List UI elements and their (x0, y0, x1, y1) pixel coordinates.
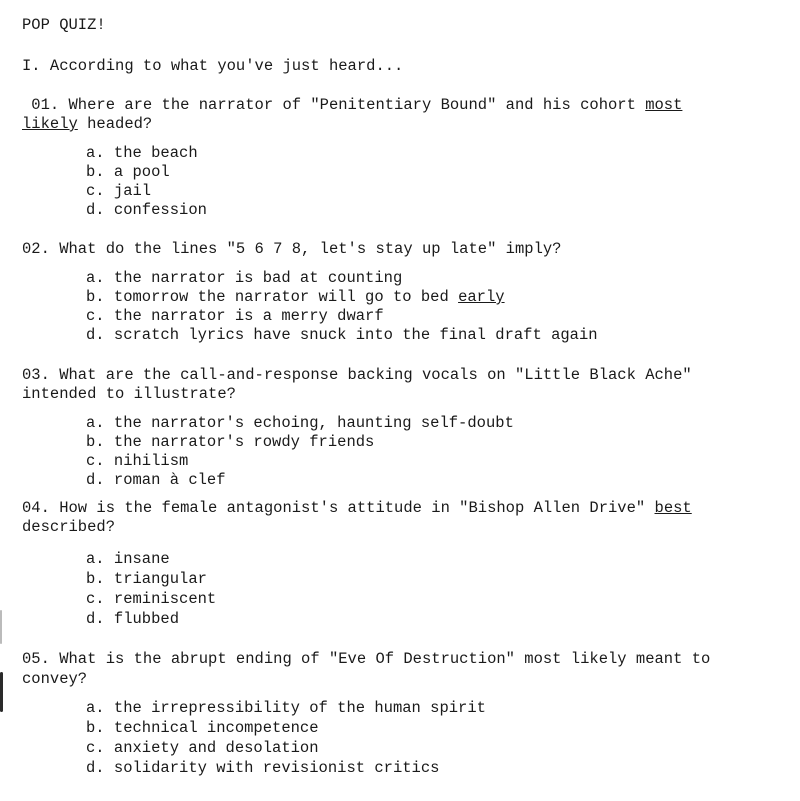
option-d: d. scratch lyrics have snuck into the final draft again (86, 326, 598, 344)
option-d: d. roman à clef (86, 471, 226, 489)
question-03 (22, 366, 772, 404)
option-a: a. the narrator is bad at counting (86, 269, 403, 287)
option-b (86, 288, 598, 307)
option-c: c. nihilism (86, 452, 189, 470)
scan-edge-mark (0, 672, 3, 712)
question-05 (22, 649, 772, 689)
question-01-emphasis-likely: likely (22, 115, 78, 133)
question-03-options (86, 414, 514, 490)
question-01-emphasis-most: most (645, 96, 683, 114)
question-03-line1: 03. What are the call-and-response backing vocals on "Little Black Ache" (22, 366, 692, 384)
option-a: a. the irrepressibility of the human spirit (86, 699, 486, 717)
question-01-text: 01. Where are the narrator of "Penitentiary Bound" and his cohort (22, 96, 646, 114)
option-d: d. solidarity with revisionist critics (86, 759, 440, 777)
question-03-line2: intended to illustrate? (22, 385, 236, 403)
option-d: d. confession (86, 201, 207, 219)
question-04-line2: described? (22, 518, 116, 536)
option-b-emphasis: early (458, 288, 505, 306)
section-heading: I. According to what you've just heard... (22, 57, 404, 75)
question-04-emphasis: best (654, 499, 692, 517)
option-b-text: b. tomorrow the narrator will go to bed (86, 288, 459, 306)
question-01-options (86, 144, 207, 220)
option-b: b. a pool (86, 163, 170, 181)
option-c: c. reminiscent (86, 590, 217, 608)
option-c: c. anxiety and desolation (86, 739, 319, 757)
option-d: d. flubbed (86, 610, 180, 628)
option-a: a. the beach (86, 144, 198, 162)
question-05-options (86, 698, 486, 778)
option-a: a. the narrator's echoing, haunting self-doubt (86, 414, 514, 432)
question-02-options (86, 269, 598, 345)
question-05-line2: convey? (22, 670, 88, 688)
quiz-title: POP QUIZ! (22, 16, 106, 34)
question-04-options (86, 549, 216, 629)
option-b: b. the narrator's rowdy friends (86, 433, 375, 451)
question-02 (22, 240, 772, 259)
option-b: b. triangular (86, 570, 207, 588)
scan-edge-mark (0, 610, 2, 644)
question-02-text: 02. What do the lines "5 6 7 8, let's stay up late" imply? (22, 240, 562, 258)
option-c: c. jail (86, 182, 152, 200)
option-b: b. technical incompetence (86, 719, 319, 737)
question-05-line1: 05. What is the abrupt ending of "Eve Of Destruction" most likely meant to (22, 650, 711, 668)
option-c: c. the narrator is a merry dwarf (86, 307, 384, 325)
question-04 (22, 499, 772, 537)
option-a: a. insane (86, 550, 170, 568)
question-04-text: 04. How is the female antagonist's attitude in "Bishop Allen Drive" (22, 499, 655, 517)
question-01-suffix: headed? (77, 115, 153, 133)
question-01 (22, 96, 772, 134)
